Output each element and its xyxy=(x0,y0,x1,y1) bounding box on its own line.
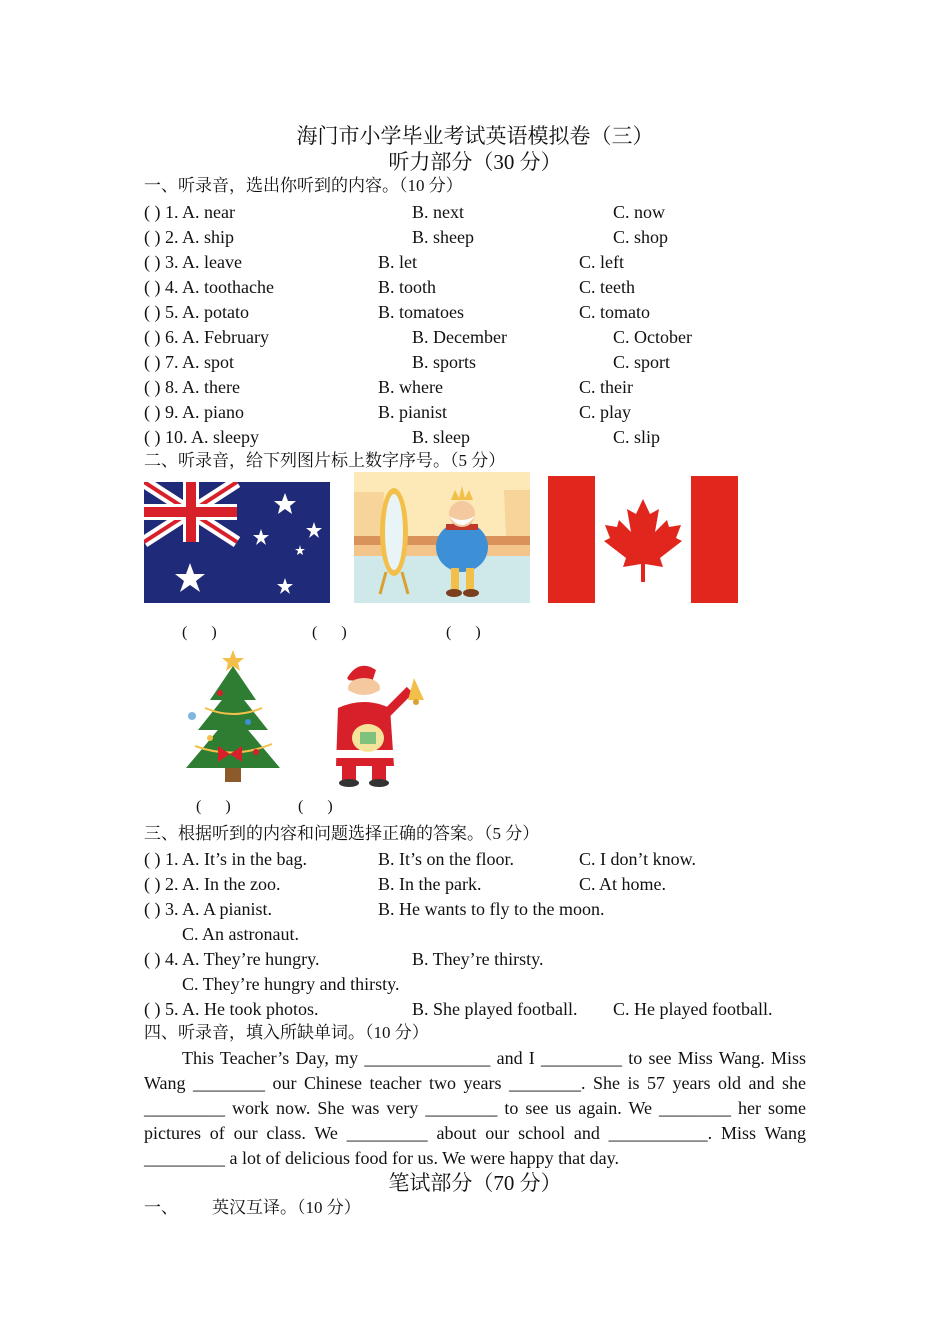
option-b: B. It’s on the floor. xyxy=(378,849,514,869)
answer-paren: ( ) xyxy=(298,798,333,815)
australia-flag-image xyxy=(144,482,330,603)
option-c: C. tomato xyxy=(579,302,650,322)
answer-paren: ( ) xyxy=(446,624,481,641)
written-section-1-heading: 英汉互译。（10 分） xyxy=(212,1198,361,1217)
canada-flag-image xyxy=(548,476,738,603)
question-text: ( ) 1. A. near xyxy=(144,202,235,222)
option-b: B. tooth xyxy=(378,277,437,297)
question-text: ( ) 9. A. piano xyxy=(144,402,244,422)
option-b: B. next xyxy=(412,202,464,222)
question-text: ( ) 2. A. In the zoo. xyxy=(144,874,281,894)
option-c: C. He played football. xyxy=(613,999,773,1019)
option-c: C. teeth xyxy=(579,277,635,297)
question-text: ( ) 3. A. leave xyxy=(144,252,242,272)
option-b: B. She played football. xyxy=(412,999,578,1019)
option-c: C. shop xyxy=(613,227,669,247)
question-text: ( ) 4. A. They’re hungry. xyxy=(144,949,320,969)
section-3-heading: 三、根据听到的内容和问题选择正确的答案。（5 分） xyxy=(144,824,540,843)
option-c: C. slip xyxy=(613,427,661,447)
section-1-heading: 一、听录音，选出你听到的内容。（10 分） xyxy=(144,176,463,195)
option-c: C. At home. xyxy=(579,874,667,894)
written-title: 笔试部分（70 分） xyxy=(388,1171,562,1195)
written-section-1-number: 一、 xyxy=(144,1198,178,1217)
question-text: ( ) 7. A. spot xyxy=(144,352,234,372)
option-c: C. I don’t know. xyxy=(579,849,696,869)
section-4-heading: 四、听录音，填入所缺单词。（10 分） xyxy=(144,1023,429,1042)
option-c: C. An astronaut. xyxy=(182,924,299,944)
option-c: C. They’re hungry and thirsty. xyxy=(182,974,400,994)
king-mirror-image xyxy=(354,472,530,603)
option-b: B. sleep xyxy=(412,427,470,447)
listening-title: 听力部分（30 分） xyxy=(388,150,562,174)
question-text: ( ) 5. A. He took photos. xyxy=(144,999,319,1019)
option-b: B. pianist xyxy=(378,402,448,422)
question-text: ( ) 5. A. potato xyxy=(144,302,249,322)
christmas-tree-image xyxy=(180,648,290,788)
option-b: B. tomatoes xyxy=(378,302,464,322)
option-c: C. play xyxy=(579,402,631,422)
section-2-heading: 二、听录音，给下列图片标上数字序号。（5 分） xyxy=(144,451,506,470)
santa-claus-image xyxy=(328,656,432,788)
question-text: ( ) 6. A. February xyxy=(144,327,269,347)
cloze-passage: This Teacher’s Day, my ______________ and I _________ to see Miss Wang. Miss Wang ________ our Chinese teacher two years ________. She is 57 years old and she _________ work now. She was very ________ to see us again. We ________ her some pictures of our class. We _________ about our school and ___________. Miss Wang _________ a lot of delicious food for us. We were happy that day. xyxy=(144,1048,806,1168)
page-title: 海门市小学毕业考试英语模拟卷（三） xyxy=(296,124,654,148)
option-c: C. left xyxy=(579,252,624,272)
option-b: B. He wants to fly to the moon. xyxy=(378,899,605,919)
question-text: ( ) 3. A. A pianist. xyxy=(144,899,273,919)
answer-paren: ( ) xyxy=(182,624,217,641)
option-c: C. their xyxy=(579,377,633,397)
option-c: C. now xyxy=(613,202,666,222)
answer-paren: ( ) xyxy=(196,798,231,815)
option-b: B. sheep xyxy=(412,227,474,247)
option-b: B. They’re thirsty. xyxy=(412,949,544,969)
option-b: B. December xyxy=(412,327,507,347)
option-b: B. In the park. xyxy=(378,874,482,894)
question-text: ( ) 1. A. It’s in the bag. xyxy=(144,849,307,869)
answer-paren: ( ) xyxy=(312,624,347,641)
option-b: B. where xyxy=(378,377,443,397)
question-text: ( ) 10. A. sleepy xyxy=(144,427,259,447)
option-b: B. sports xyxy=(412,352,477,372)
option-c: C. sport xyxy=(613,352,671,372)
option-b: B. let xyxy=(378,252,417,272)
option-c: C. October xyxy=(613,327,692,347)
question-text: ( ) 8. A. there xyxy=(144,377,240,397)
question-text: ( ) 2. A. ship xyxy=(144,227,234,247)
question-text: ( ) 4. A. toothache xyxy=(144,277,274,297)
